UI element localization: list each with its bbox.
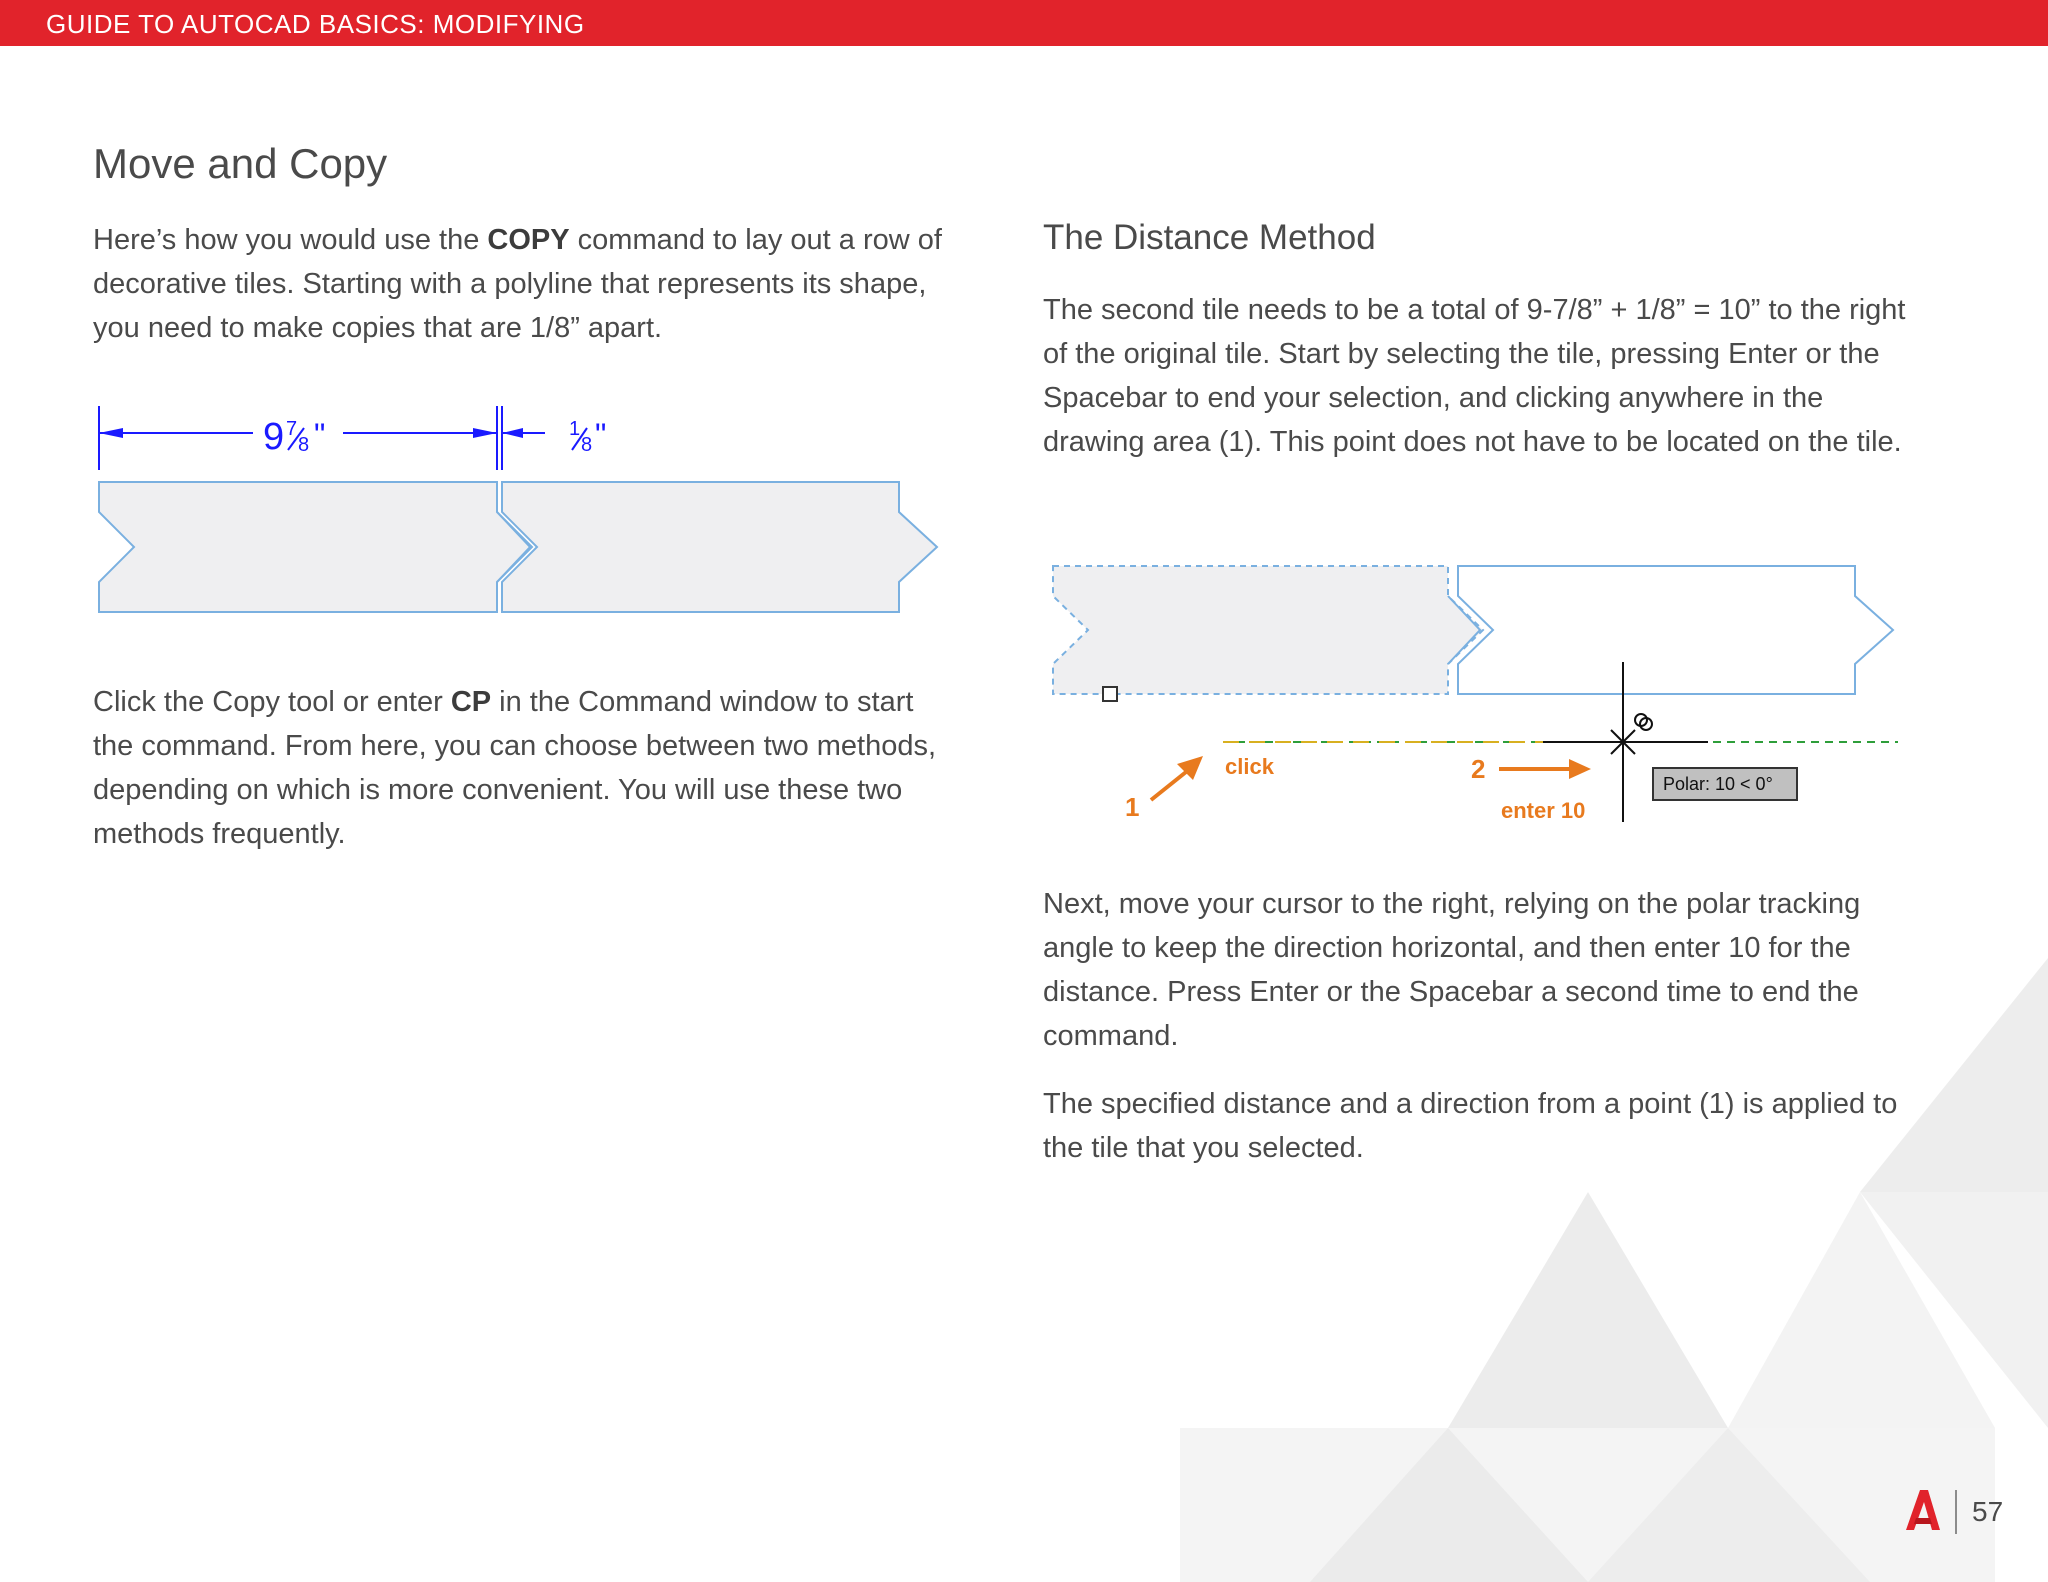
footer-divider (1955, 1490, 1957, 1534)
selected-tile (1053, 566, 1483, 694)
polar-tooltip-text: Polar: 10 < 0° (1663, 774, 1773, 794)
copy-tool-text-before: Click the Copy tool or enter (93, 686, 451, 718)
copy-tool-text-after: in the Command window to start the command. From here, you can choose between two methods, depending on which is more convenient. You will use these two methods frequently. (93, 686, 937, 850)
preview-tile (1458, 566, 1893, 694)
dimension-gap-denominator: 8 (581, 434, 593, 456)
dimension-main-numerator: 7 (286, 418, 298, 440)
cp-command: CP (450, 686, 492, 718)
base-point-marker (1103, 687, 1117, 701)
tile-dimension-figure (93, 398, 953, 628)
copied-tile (502, 482, 937, 612)
header-label: GUIDE TO AUTOCAD BASICS: MODIFYING (46, 9, 585, 39)
intro-paragraph (93, 218, 953, 350)
intro-text-before: Here’s how you would use the (93, 224, 488, 256)
intro-text-after: command to lay out a row of decorative tiles. Starting with a polyline that represents its shape, you need to make copies that are 1/8” apart. (93, 224, 942, 344)
dimension-main-whole: 9 (263, 416, 285, 458)
distance-method-title: The Distance Method (1043, 218, 1376, 257)
copy-tool-paragraph (93, 680, 953, 856)
original-tile (99, 482, 532, 612)
step-2-label: enter 10 (1501, 798, 1586, 823)
step-2-number: 2 (1471, 754, 1486, 784)
page-title: Move and Copy (93, 140, 388, 187)
distance-method-paragraph-3: The specified distance and a direction from a point (1) is applied to the tile that you selected. (1043, 1088, 1898, 1164)
dimension-main-denominator: 8 (298, 434, 310, 456)
dimension-main-inch: " (314, 417, 326, 453)
step-1-label: click (1225, 754, 1274, 779)
distance-method-paragraph-1: The second tile needs to be a total of 9-7/8” + 1/8” = 10” to the right of the original tile. Start by selecting the tile, pressing Enter or the Spacebar to end your selection, and clicking anywhere in the drawing area (1). This point does not have to be located on the tile. (1043, 294, 1906, 458)
page-number: 57 (1972, 1496, 2004, 1527)
distance-method-figure (1043, 556, 1923, 836)
copy-command: COPY (487, 224, 570, 256)
step-1-number: 1 (1125, 792, 1140, 822)
dimension-gap-inch: " (595, 417, 607, 453)
distance-method-paragraph-2: Next, move your cursor to the right, relying on the polar tracking angle to keep the direction horizontal, and then enter 10 for the distance. Press Enter or the Spacebar a second time to end the command. (1043, 888, 1861, 1052)
autodesk-logo-icon (1906, 1490, 1940, 1530)
dimension-gap-numerator: 1 (569, 418, 581, 440)
